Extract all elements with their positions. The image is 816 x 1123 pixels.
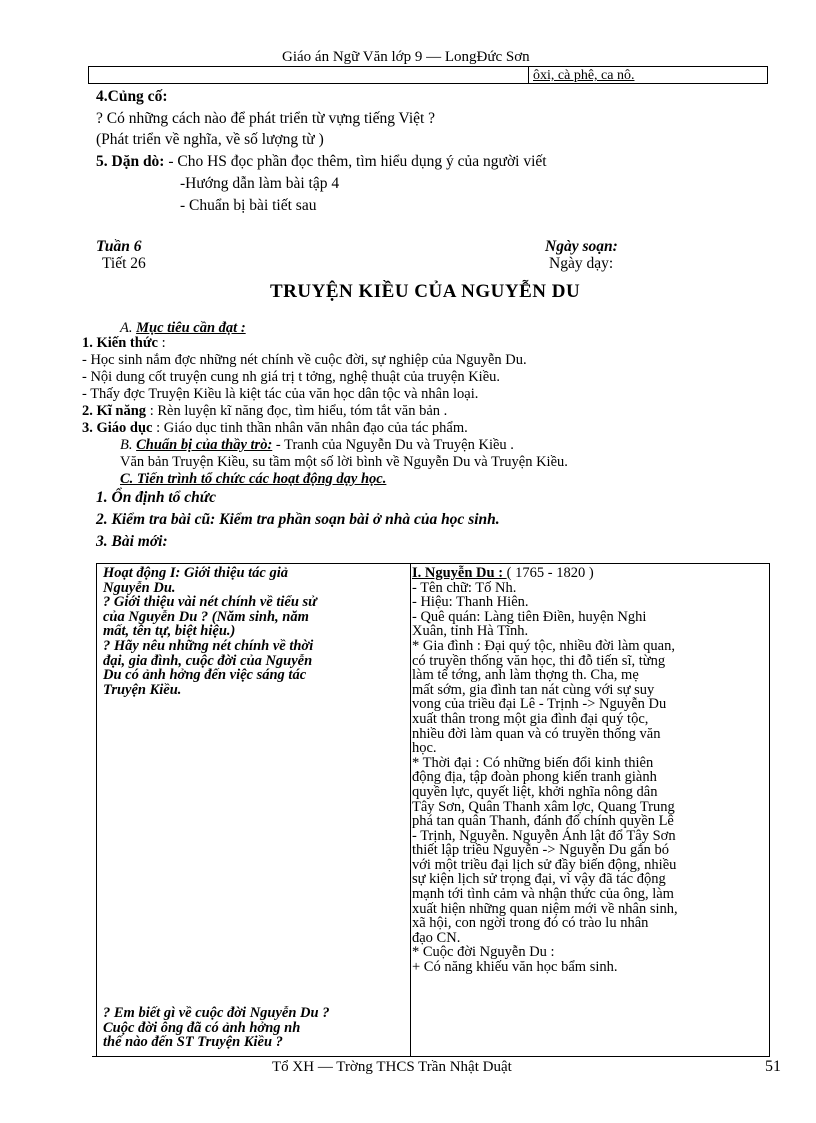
dan-do-line2: -Hướng dẫn làm bài tập 4 xyxy=(180,175,340,192)
header-box xyxy=(88,66,768,84)
objectives-k2-text: : Rèn luyện kĩ năng đọc, tìm hiểu, tóm tắt văn bản . xyxy=(146,403,448,419)
lesson-title: TRUYỆN KIỀU CỦA NGUYỄN DU xyxy=(270,281,581,302)
right-line: xuất hiện những quan niệm mới về nhân sinh, xyxy=(412,900,678,917)
footer-rule xyxy=(92,1056,768,1057)
right-line: * Cuộc đời Nguyễn Du : xyxy=(412,944,555,961)
dan-do-heading: 5. Dặn dò: xyxy=(96,153,165,170)
right-heading-line xyxy=(412,566,768,581)
table-column-divider xyxy=(410,563,411,1057)
objectives-a xyxy=(120,321,246,336)
header-box-text: ôxi, cà phê, ca nô. xyxy=(533,68,635,83)
objectives-k1-line1: - Học sinh nắm đợc những nét chính về cuộc đời, sự nghiệp của Nguyễn Du. xyxy=(82,352,527,368)
step-3: 3. Bài mới: xyxy=(96,533,168,550)
right-line: mất sớm, gia đình tan nát cùng với sự suy xyxy=(412,681,655,698)
table-left-bottom xyxy=(103,1006,405,1050)
right-line: quyền lực, quyết liệt, khởi nghĩa nông dân xyxy=(412,783,658,800)
objectives-k1-colon: : xyxy=(157,335,166,351)
right-years: ( 1765 - 1820 ) xyxy=(506,565,594,581)
objectives-b-heading: Chuẩn bị của thầy trò: xyxy=(136,437,273,453)
left-top-line: ? Hãy nêu những nét chính về thời xyxy=(103,637,314,654)
left-top-line: Hoạt động I: Giới thiệu tác giả xyxy=(103,565,289,581)
right-line: đạo CN. xyxy=(412,929,461,946)
objectives-k3-heading: 3. Giáo dục xyxy=(82,420,153,436)
table-right xyxy=(412,566,768,975)
ngay-soan-label: Ngày soạn: xyxy=(545,238,618,255)
objectives-a-prefix: A. xyxy=(120,320,137,336)
right-line: học. xyxy=(412,740,437,757)
right-line: sự kiện lịch sử trọng đại, vì vậy đã tác động xyxy=(412,871,666,888)
right-line: nhiều đời làm quan và có truyền thống văn xyxy=(412,725,661,742)
objectives-k1-line2: - Nội dung cốt truyện cung nh giá trị t tởng, nghệ thuật của truyện Kiều. xyxy=(82,369,501,385)
left-top-line: của Nguyễn Du ? (Năm sinh, năm xyxy=(103,608,309,625)
left-top-line: Nguyễn Du. xyxy=(103,579,176,596)
right-line: - Trịnh, Nguyễn. Nguyễn Ánh lật đổ Tây Sơn xyxy=(412,827,676,844)
right-line: xuất thân trong một gia đình đại quý tộc, xyxy=(412,710,649,727)
step-2: 2. Kiểm tra bài cũ: Kiểm tra phần soạn bài ở nhà của học sinh. xyxy=(96,511,500,528)
right-line: Tây Sơn, Quân Thanh xâm lợc, Quang Trung xyxy=(412,798,675,815)
step-1-text: Ổn định tổ chức xyxy=(111,489,216,506)
right-line: * Gia đình : Đại quý tộc, nhiều đời làm quan, xyxy=(412,637,675,654)
page-header-title: Giáo án Ngữ Văn lớp 9 — LongĐức Sơn xyxy=(282,49,530,65)
left-top-line: đại, gia đình, cuộc đời của Nguyễn xyxy=(103,652,313,669)
table-left-top xyxy=(103,566,405,697)
objectives-a-heading: Mục tiêu cần đạt : xyxy=(136,320,246,336)
left-top-line: Truyện Kiều. xyxy=(103,681,182,698)
objectives-k2 xyxy=(82,404,447,419)
left-top-line: Du có ảnh hởng đến việc sáng tác xyxy=(103,667,307,684)
tiet-label: Tiết 26 xyxy=(102,255,146,272)
left-bottom-line: Cuộc đời ông đã có ảnh hởng nh xyxy=(103,1019,301,1036)
left-bottom-line: thế nào đến ST Truyện Kiều ? xyxy=(103,1034,283,1051)
left-top-line: ? Giới thiệu vài nét chính về tiểu sử xyxy=(103,594,317,611)
cung-co-question: ? Có những cách nào để phát triển từ vựng tiếng Việt ? xyxy=(96,110,436,127)
right-line: xã hội, con ngời trong đó có trào lu nhân xyxy=(412,915,649,932)
right-line: vong của triều đại Lê - Trịnh -> Nguyễn Du xyxy=(412,696,667,713)
right-line: - Tên chữ: Tố Nh. xyxy=(412,579,517,596)
step-1 xyxy=(96,489,216,507)
right-line: động địa, tập đoàn phong kiến tranh giành xyxy=(412,769,657,786)
objectives-b-text: - Tranh của Nguyễn Du và Truyện Kiều . xyxy=(272,437,514,453)
cung-co-answer: (Phát triển về nghĩa, về số lượng từ ) xyxy=(96,131,324,148)
step-1-num: 1. xyxy=(96,489,112,506)
right-line: thiết lập triều Nguyễn -> Nguyễn Du gắn bó xyxy=(412,842,670,859)
objectives-k3-text: : Giáo dục tinh thần nhân văn nhân đạo của tác phẩm. xyxy=(152,420,468,436)
footer-text: Tổ XH — Trờng THCS Trần Nhật Duật xyxy=(272,1059,512,1075)
page-number: 51 xyxy=(765,1058,781,1075)
objectives-b-prefix: B. xyxy=(120,437,137,453)
right-line: làm tể tớng, anh làm thợng th. Cha, mẹ xyxy=(412,667,639,684)
dan-do-text1: - Cho HS đọc phần đọc thêm, tìm hiểu dụng ý của người viết xyxy=(164,153,547,170)
objectives-k1-line3: - Thấy đợc Truyện Kiều là kiệt tác của văn học dân tộc và nhân loại. xyxy=(82,386,479,402)
header-box-divider xyxy=(528,67,529,83)
right-line: mạnh tới tình cảm và nhận thức của ông, làm xyxy=(412,886,674,903)
right-line: phá tan quân Thanh, đánh đổ chính quyền Lê xyxy=(412,813,674,830)
objectives-k2-heading: 2. Kĩ năng xyxy=(82,403,147,419)
objectives-b-text2: Văn bản Truyện Kiều, su tầm một số lời bình về Nguyễn Du và Truyện Kiều. xyxy=(120,454,568,470)
right-line: + Có năng khiếu văn học bẩm sinh. xyxy=(412,959,618,976)
right-line: Xuân, tỉnh Hà Tĩnh. xyxy=(412,623,529,640)
right-line: - Quê quán: Làng tiên Điền, huyện Nghi xyxy=(412,608,647,625)
dan-do-line1 xyxy=(96,153,547,171)
objectives-k3 xyxy=(82,421,468,436)
tuan-label: Tuần 6 xyxy=(96,238,142,255)
objectives-b xyxy=(120,438,514,453)
objectives-c-heading: C. Tiến trình tổ chức các hoạt động dạy học. xyxy=(120,471,387,487)
ngay-day-label: Ngày dạy: xyxy=(549,255,614,272)
right-line: có truyền thống văn học, thi đỗ tiến sĩ, từng xyxy=(412,652,666,669)
right-line: * Thời đại : Có những biến đổi kinh thiên xyxy=(412,754,654,771)
objectives-k1 xyxy=(82,336,166,351)
left-bottom-line: ? Em biết gì về cuộc đời Nguyễn Du ? xyxy=(103,1005,330,1021)
right-line: - Hiệu: Thanh Hiên. xyxy=(412,594,529,611)
left-top-line: mất, tên tự, biệt hiệu.) xyxy=(103,623,236,640)
dan-do-line3: - Chuẩn bị bài tiết sau xyxy=(180,197,317,214)
cung-co-heading: 4.Củng cố: xyxy=(96,88,168,105)
right-line: với một triều đại lịch sử đầy biến động, nhiều xyxy=(412,856,677,873)
right-heading: I. Nguyễn Du : xyxy=(412,565,507,581)
objectives-k1-heading: 1. Kiến thức xyxy=(82,335,158,351)
